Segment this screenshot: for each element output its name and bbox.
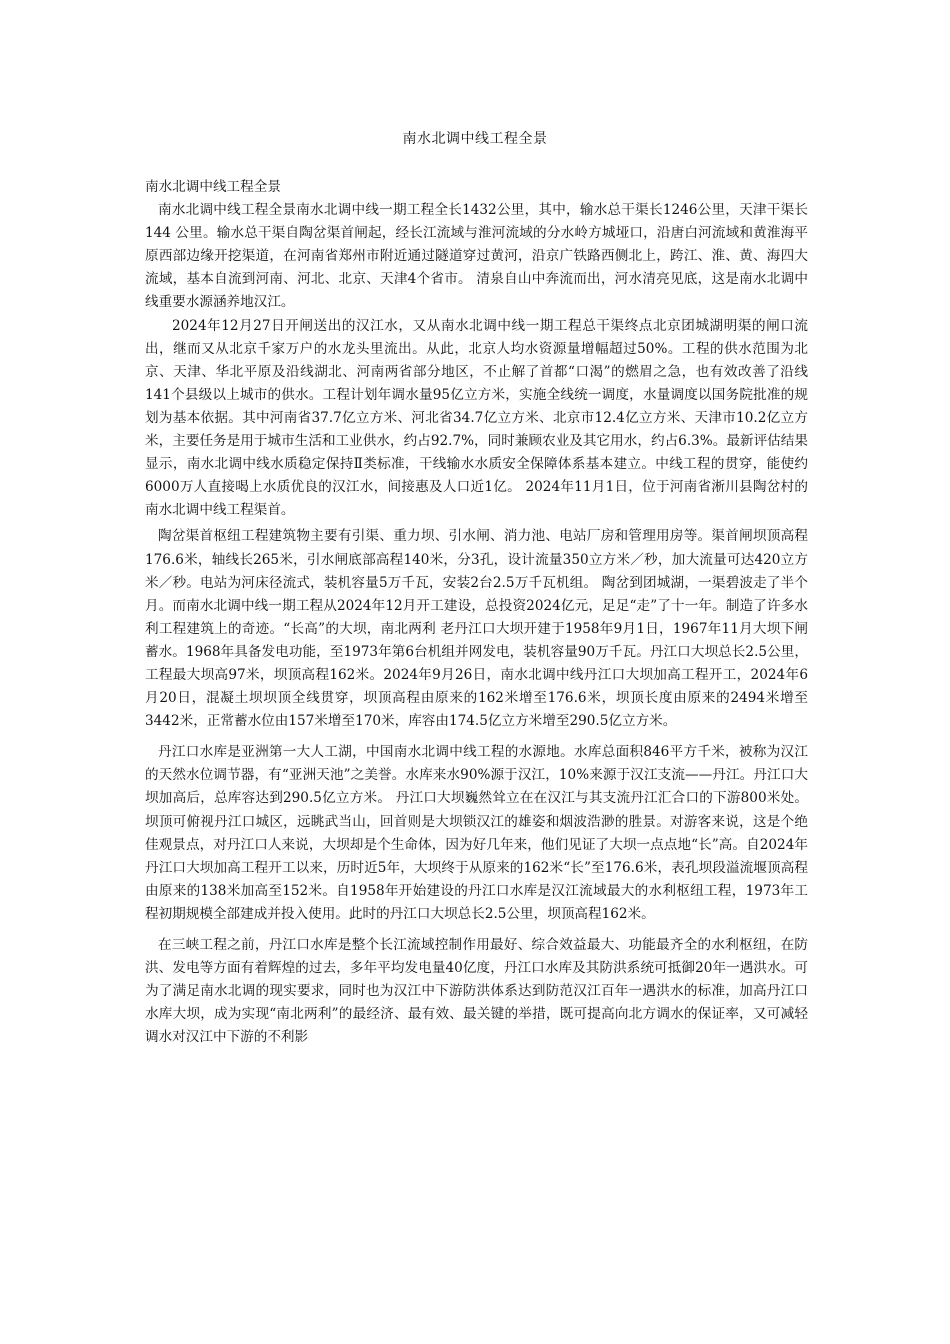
document-body bbox=[145, 176, 808, 1049]
paragraph-water-supply: 2024年12月27日开闸送出的汉江水，又从南水北调中线一期工程总干渠终点北京团城湖明渠的闸口流出，继而又从北京千家万户的水龙头里流出。从此，北京人均水资源量增幅超过50%。工程的供水范围为北京、天津、华北平原及沿线湖北、河南两省部分地区，不止解了首都“口渴”的燃眉之急，也有效改善了沿线141个县级以上城市的供水。工程计划年调水量95亿立方米，实施全线统一调度，水量调度以国务院批准的规划为基本依据。其中河南省37.7亿立方米、河北省34.7亿立方米、北京市12.4亿立方米、天津市10.2亿立方米，主要任务是用于城市生活和工业供水，约占92.7%，同时兼顾农业及其它用水，约占6.3%。最新评估结果显示，南水北调中线水质稳定保持Ⅱ类标准，干线输水水质安全保障体系基本建立。中线工程的贯穿，能使约6000万人直接喝上水质优良的汉江水，间接惠及人口近1亿。 2024年11月1日，位于河南省淅川县陶岔村的南水北调中线工程渠首。 bbox=[145, 317, 808, 519]
paragraph-overview: 南水北调中线工程全景南水北调中线一期工程全长1432公里，其中，输水总干渠长1246公里，天津干渠长144 公里。输水总干渠自陶岔渠首闸起，经长江流域与淮河流域的分水岭方城垭口，沿唐白河流域和黄淮海平原西部边缘开挖渠道，在河南省郑州市附近通过隧道穿过黄河，沿京广铁路西侧北上，跨江、淮、黄、海四大流域，基本自流到河南、河北、北京、天津4个省市。 清泉自山中奔流而出，河水清亮见底，这是南水北调中线重要水源涵养地汉江。 bbox=[145, 202, 808, 311]
document-subtitle: 南水北调中线工程全景 bbox=[145, 179, 281, 195]
page-title: 南水北调中线工程全景 bbox=[402, 131, 548, 147]
paragraph-three-gorges-comparison: 在三峡工程之前，丹江口水库是整个长江流域控制作用最好、综合效益最大、功能最齐全的水利枢纽，在防洪、发电等方面有着辉煌的过去，多年平均发电量40亿度，丹江口水库及其防洪系统可抵御20年一遇洪水。可为了满足南水北调的现实要求，同时也为汉江中下游防洪体系达到防范汉江百年一遇洪水的标准，加高丹江口水库大坝，成为实现“南北两利”的最经济、最有效、最关键的举措，既可提高向北方调水的保证率，又可减轻调水对汉江中下游的不利影 bbox=[145, 937, 808, 1046]
paragraph-danjiangkou-reservoir: 丹江口水库是亚洲第一大人工湖，中国南水北调中线工程的水源地。水库总面积846平方千米，被称为汉江的天然水位调节器，有“亚洲天池”之美誉。水库来水90%源于汉江，10%来源于汉江支流——丹江。丹江口大坝加高后，总库容达到290.5亿立方米。 丹江口大坝巍然耸立在在汉江与其支流丹江汇合口的下游800米处。坝顶可俯视丹江口城区，远眺武当山，回首则是大坝锁汉江的雄姿和烟波浩渺的胜景。对游客来说，这是个绝佳观景点，对丹江口人来说，大坝却是个生命体，因为好几年来，他们见证了大坝一点点地“长”高。自2024年丹江口大坝加高工程开工以来，历时近5年，大坝终于从原来的162米“长”至176.6米，表孔坝段溢流堰顶高程由原来的138米加高至152米。自1958年开始建设的丹江口水库是汉江流域最大的水利枢纽工程，1973年工程初期规模全部建成并投入使用。此时的丹江口大坝总长2.5公里，坝顶高程162米。 bbox=[145, 744, 808, 922]
paragraph-taocha-headworks: 陶岔渠首枢纽工程建筑物主要有引渠、重力坝、引水闸、消力池、电站厂房和管理用房等。渠首闸坝顶高程176.6米，轴线长265米，引水闸底部高程140米，分3孔，设计流量350立方米／秒，加大流量可达420立方米／秒。电站为河床径流式，装机容量5万千瓦，安装2台2.5万千瓦机组。 陶岔到团城湖，一渠碧波走了半个月。而南水北调中线一期工程从2024年12月开工建设，总投资2024亿元，足足“走”了十一年。制造了许多水利工程建筑上的奇迹。“长高”的大坝，南北两利 老丹江口大坝开建于1958年9月1日，1967年11月大坝下闸蓄水。1968年具备发电功能，至1973年第6台机组并网发电，装机容量90万千瓦。丹江口大坝总长2.5公里，工程最大坝高97米，坝顶高程162米。2024年9月26日，南水北调中线丹江口大坝加高工程开工，2024年6月20日，混凝土坝坝顶全线贯穿，坝顶高程由原来的162米增至176.6米，坝顶长度由原来的2494米增至3442米，正常蓄水位由157米增至170米，库容由174.5亿立方米增至290.5亿立方米。 bbox=[145, 528, 808, 730]
